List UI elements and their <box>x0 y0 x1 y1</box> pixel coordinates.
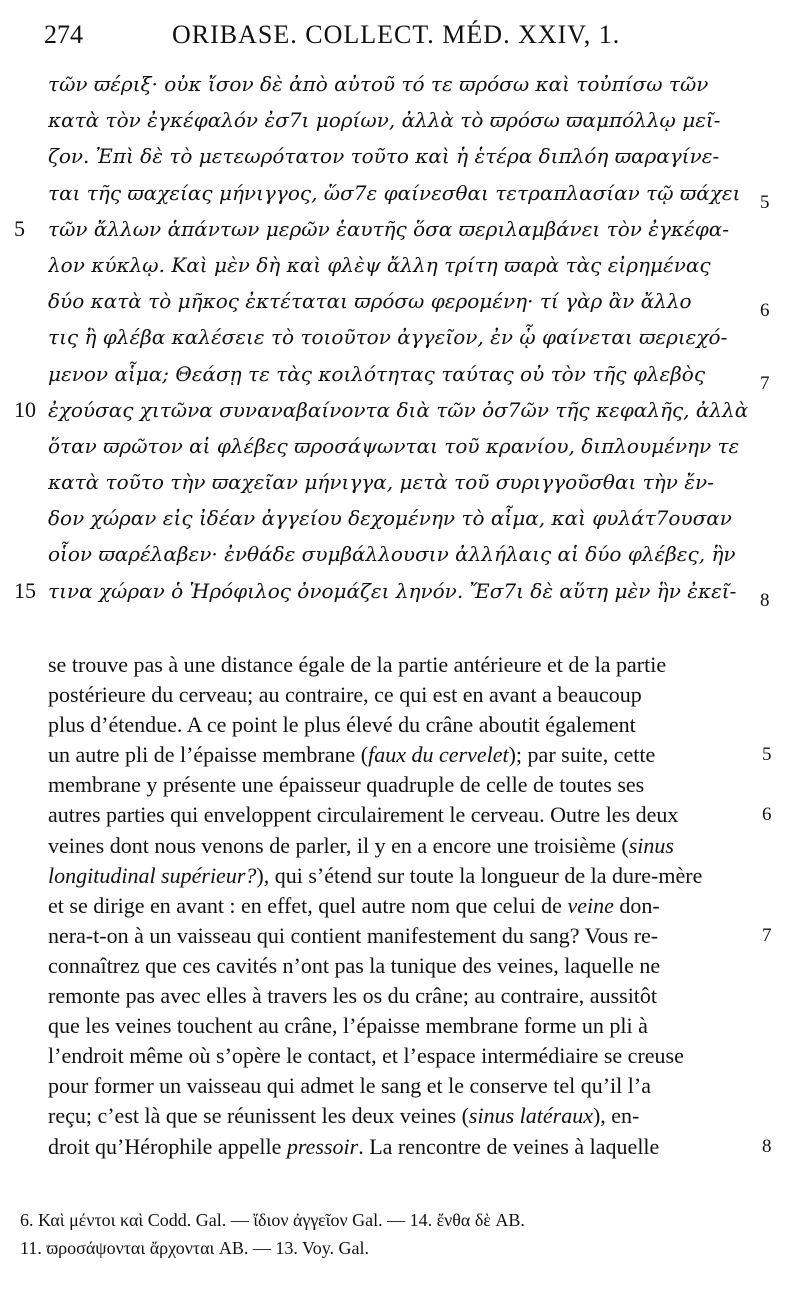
text-segment: veines dont nous venons de parler, il y en a encore une troisième ( <box>48 832 629 858</box>
french-line-text <box>48 680 754 710</box>
french-line <box>0 1071 800 1101</box>
section-number: 8 <box>760 589 770 611</box>
text-segment: remonte pas avec elles à travers les os du crâne; au contraire, aussitôt <box>48 983 658 1009</box>
greek-line <box>0 66 800 102</box>
section-number: 6 <box>760 300 770 322</box>
text-segment: se trouve pas à une distance égale de la partie antérieure et de la partie <box>48 652 667 677</box>
section-number: 7 <box>762 924 772 946</box>
section-number: 6 <box>762 804 772 826</box>
french-line-text <box>48 861 754 891</box>
text-segment: nera-t-on à un vaisseau qui contient manifestement du sang? Vous re- <box>48 922 659 948</box>
running-title: ORIBASE. COLLECT. MÉD. XXIV, 1. <box>172 20 621 49</box>
french-line-text <box>48 650 754 680</box>
french-line-text <box>48 740 754 770</box>
footnote-line <box>0 1206 800 1234</box>
french-line <box>0 981 800 1011</box>
greek-text-block <box>0 66 800 609</box>
greek-line-text: κατὰ τὸν ἐγκέφαλόν ἐσ7ι μορίων, ἀλλὰ τὸ ϖρόσω ϖαμπόλλῳ μεῖ- <box>48 108 721 133</box>
greek-line <box>0 392 800 428</box>
greek-line-text: τῶν ἄλλων ἁπάντων μερῶν ἑαυτῆς ὅσα ϖεριλαμβάνει τὸν ἐγκέφα- <box>48 216 730 241</box>
greek-line-text: κατὰ τοῦτο τὴν ϖαχεῖαν μήνιγγα, μετὰ τοῦ συριγγοῦσθαι τὴν ἔν- <box>48 470 714 495</box>
french-line <box>0 1101 800 1131</box>
text-segment: ); par suite, cette <box>508 742 656 768</box>
french-line <box>0 831 800 861</box>
text-segment: ), en- <box>592 1103 640 1129</box>
italic-segment: sinus latéraux <box>468 1103 593 1129</box>
footnote-text: 6. Καὶ μέντοι καὶ Codd. Gal. — ἴδιον ἀγγεῖον Gal. — 14. ἔνθα δὲ AB. <box>20 1210 525 1230</box>
greek-line <box>0 428 800 464</box>
section-number: 5 <box>760 191 770 213</box>
french-line <box>0 951 800 981</box>
french-line-text <box>48 710 754 740</box>
italic-segment: sinus <box>628 832 674 858</box>
italic-segment: longitudinal supérieur? <box>48 862 257 888</box>
text-segment: don- <box>613 892 660 918</box>
text-segment: membrane y présente une épaisseur quadruple de celle de toutes ses <box>48 772 645 798</box>
italic-segment: faux du cervelet <box>368 742 509 768</box>
greek-line-text: οἷον ϖαρέλαβεν· ἐνθάδε συμβάλλουσιν ἀλλήλαις αἱ δύο φλέβες, ἣν <box>48 542 736 567</box>
french-line-text <box>48 800 754 830</box>
greek-line-text: λον κύκλῳ. Καὶ μὲν δὴ καὶ φλὲψ ἄλλη τρίτη ϖαρὰ τὰς εἰρημένας <box>48 252 711 277</box>
text-segment: et se dirige en avant : en effet, quel autre nom que celui de <box>48 892 568 918</box>
text-segment: connaîtrez que ces cavités n’ont pas la tunique des veines, laquelle ne <box>48 952 661 978</box>
french-line <box>0 1011 800 1041</box>
greek-line <box>0 356 800 392</box>
greek-line-text: τῶν ϖέριξ· οὐκ ἴσον δὲ ἀπὸ αὐτοῦ τό τε ϖρόσω καὶ τοὐπίσω τῶν <box>48 72 709 96</box>
french-line <box>0 740 800 770</box>
french-line <box>0 921 800 951</box>
greek-line-text: μενον αἷμα; Θεάσῃ τε τὰς κοιλότητας ταύτας οὐ τὸν τῆς φλεβὸς <box>48 361 706 386</box>
text-segment: plus d’étendue. A ce point le plus élevé du crâne aboutit également <box>48 712 636 738</box>
french-line-text <box>48 1071 754 1101</box>
section-number: 8 <box>762 1135 772 1157</box>
greek-line <box>0 283 800 322</box>
french-line-text <box>48 831 754 861</box>
french-line <box>0 800 800 830</box>
greek-line-text: τις ἢ φλέβα καλέσειε τὸ τοιοῦτον ἀγγεῖον, ἐν ᾧ φαίνεται ϖεριεχό- <box>48 325 728 350</box>
french-line <box>0 710 800 740</box>
french-line <box>0 861 800 891</box>
greek-line <box>0 175 800 211</box>
french-translation-block <box>0 650 800 1162</box>
italic-segment: pressoir <box>286 1133 359 1159</box>
french-line-text <box>48 1041 754 1071</box>
greek-line-text: δον χώραν εἰς ἰδέαν ἀγγείου δεχομένην τὸ αἷμα, καὶ φυλάτ7ουσαν <box>48 506 732 531</box>
french-line-text <box>48 770 754 800</box>
text-segment: un autre pli de l’épaisse membrane ( <box>48 742 369 768</box>
french-line <box>0 1041 800 1071</box>
greek-line-text: ὅταν ϖρῶτον αἱ φλέβες ϖροσάψωνται τοῦ κρανίου, διπλουμένην τε <box>48 433 740 458</box>
french-line-text <box>48 951 754 981</box>
french-line <box>0 1132 800 1162</box>
greek-line <box>0 211 800 247</box>
french-line <box>0 650 800 680</box>
line-number: 15 <box>14 577 36 603</box>
french-line-text <box>48 1011 754 1041</box>
text-segment: . La rencontre de veines à laquelle <box>358 1133 660 1159</box>
french-line <box>0 770 800 800</box>
greek-line <box>0 500 800 536</box>
text-segment: que les veines touchent au crâne, l’épaisse membrane forme un pli à <box>48 1013 648 1039</box>
section-number: 7 <box>760 372 770 394</box>
text-segment: autres parties qui enveloppent circulairement le cerveau. Outre les deux <box>48 802 679 828</box>
text-segment: reçu; c’est là que se réunissent les deux veines ( <box>48 1103 469 1129</box>
page-header <box>0 14 800 54</box>
french-line <box>0 891 800 921</box>
greek-line-text: δύο κατὰ τὸ μῆκος ἐκτέταται ϖρόσω φερομένη· τί γὰρ ἂν ἄλλο <box>48 289 692 314</box>
greek-line <box>0 536 800 572</box>
greek-line <box>0 319 800 355</box>
line-number: 10 <box>14 396 36 422</box>
text-segment: postérieure du cerveau; au contraire, ce qui est en avant a beaucoup <box>48 682 642 708</box>
greek-line <box>0 573 800 609</box>
text-segment: ), qui s’étend sur toute la longueur de la dure-mère <box>256 862 703 888</box>
footnote-line <box>0 1234 800 1262</box>
page-number: 274 <box>44 20 83 49</box>
text-segment: l’endroit même où s’opère le contact, et l’espace intermédiaire se creuse <box>48 1043 684 1069</box>
greek-line-text: τινα χώραν ὁ Ἡρόφιλος ὀνομάζει ληνόν. Ἔσ7ι δὲ αὕτη μὲν ἣν ἐκεῖ- <box>48 578 737 603</box>
french-line-text <box>48 1101 754 1131</box>
french-line-text <box>48 1132 754 1162</box>
french-line-text <box>48 891 754 921</box>
footnote-text: 11. ϖροσάψονται ἄρχονται AB. — 13. Voy. Gal. <box>20 1238 370 1258</box>
text-segment: pour former un vaisseau qui admet le sang et le conserve tel qu’il l’a <box>48 1073 651 1099</box>
text-segment: droit qu’Hérophile appelle <box>48 1133 287 1159</box>
greek-line <box>0 464 800 500</box>
footnotes-block <box>0 1206 800 1262</box>
greek-line-text: ται τῆς ϖαχείας μήνιγγος, ὥσ7ε φαίνεσθαι τετραπλασίαν τῷ ϖάχει <box>48 180 741 205</box>
french-line-text <box>48 921 754 951</box>
italic-segment: veine <box>567 892 614 918</box>
greek-line-text: ἐχούσας χιτῶνα συναναβαίνοντα διὰ τῶν ὀσ7ῶν τῆς κεφαλῆς, ἀλλὰ <box>48 397 749 422</box>
french-line <box>0 680 800 710</box>
section-number: 5 <box>762 744 772 766</box>
greek-line-text: ζον. Ἐπὶ δὲ τὸ μετεωρότατον τοῦτο καὶ ἡ ἑτέρα διπλόη ϖαραγίνε- <box>48 144 720 169</box>
greek-line <box>0 102 800 138</box>
line-number: 5 <box>14 215 25 241</box>
greek-line <box>0 247 800 283</box>
greek-line <box>0 138 800 174</box>
french-line-text <box>48 981 754 1011</box>
